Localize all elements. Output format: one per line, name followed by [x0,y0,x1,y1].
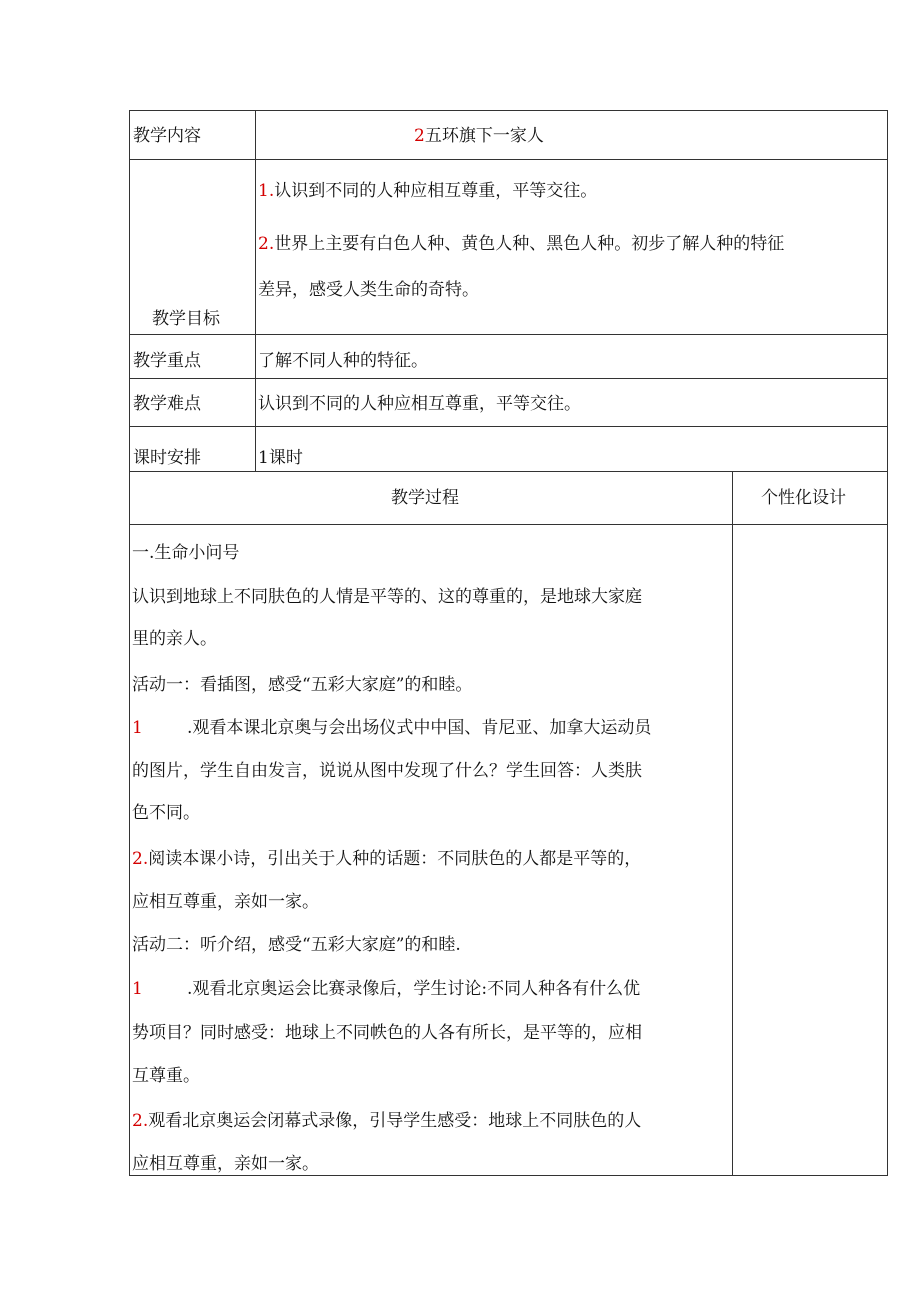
activity-two-heading: 活动二：听介绍，感受“五彩大家庭”的和睦. [132,935,461,955]
process-line: 应相互尊重，亲如一家。 [132,892,319,912]
lesson-title [414,123,544,149]
process-line: 2.观看北京奥运会闭幕式录像，引导学生感受：地球上不同肤色的人 [132,1111,642,1131]
step-number: 1 [132,718,143,738]
step-number: 2. [132,849,149,869]
schedule-value-cell [255,426,888,472]
section-heading: 一.生命小问号 [132,543,240,563]
schedule-value: 1课时 [258,448,303,468]
key-label: 教学重点 [133,351,201,371]
content-label-cell [129,110,256,160]
process-line: 2.阅读本课小诗，引出关于人种的话题：不同肤色的人都是平等的， [132,849,642,869]
schedule-label: 课时安排 [133,448,201,468]
process-line: 色不同。 [132,803,200,823]
side-body-cell [732,524,888,1176]
side-header-cell [732,471,888,525]
side-header: 个性化设计 [761,488,846,508]
process-line: 互尊重。 [132,1066,200,1086]
schedule-label-cell [129,426,256,472]
lesson-name: 五环旗下一家人 [424,126,544,146]
process-line: 应相互尊重，亲如一家。 [132,1154,319,1174]
lesson-number: 2 [414,126,425,146]
process-header: 教学过程 [391,488,459,508]
goals-value-cell [255,159,888,335]
key-label-cell [129,334,256,379]
content-label: 教学内容 [133,126,201,146]
process-line: 1 .观看北京奥运会比赛录像后，学生讨论:不同人种各有什么优 [132,976,640,1002]
process-line: 的图片，学生自由发言，说说从图中发现了什么？学生回答：人类肤 [132,761,642,781]
process-header-cell [129,471,733,525]
goals-label: 教学目标 [152,309,220,329]
process-line: 认识到地球上不同肤色的人情是平等的、这的尊重的，是地球大家庭 [132,587,642,607]
content-value-cell [255,110,888,160]
process-line: 1 .观看本课北京奥与会出场仪式中中国、肯尼亚、加拿大运动员 [132,715,651,741]
difficult-label: 教学难点 [133,394,201,414]
goal-item-2-cont: 差异，感受人类生命的奇特。 [258,280,479,300]
goal-number-1: 1. [258,181,275,201]
process-line: 里的亲人。 [132,629,217,649]
key-value-cell [255,334,888,379]
goal-item-1: 1.认识到不同的人种应相互尊重，平等交往。 [258,181,598,201]
activity-one-heading: 活动一：看插图，感受“五彩大家庭”的和睦。 [132,675,473,695]
goal-item-2: 2.世界上主要有白色人种、黄色人种、黑色人种。初步了解人种的特征 [258,234,785,254]
key-value: 了解不同人种的特征。 [258,351,428,371]
process-line: 势项目？同时感受：地球上不同帙色的人各有所长，是平等的，应相 [132,1023,642,1043]
step-number: 1 [132,979,143,999]
difficult-label-cell [129,378,256,427]
process-body-cell [129,524,733,1176]
difficult-value-cell [255,378,888,427]
goal-number-2: 2. [258,234,275,254]
goals-label-cell [129,159,256,335]
step-number: 2. [132,1111,149,1131]
difficult-value: 认识到不同的人种应相互尊重，平等交往。 [258,394,581,414]
